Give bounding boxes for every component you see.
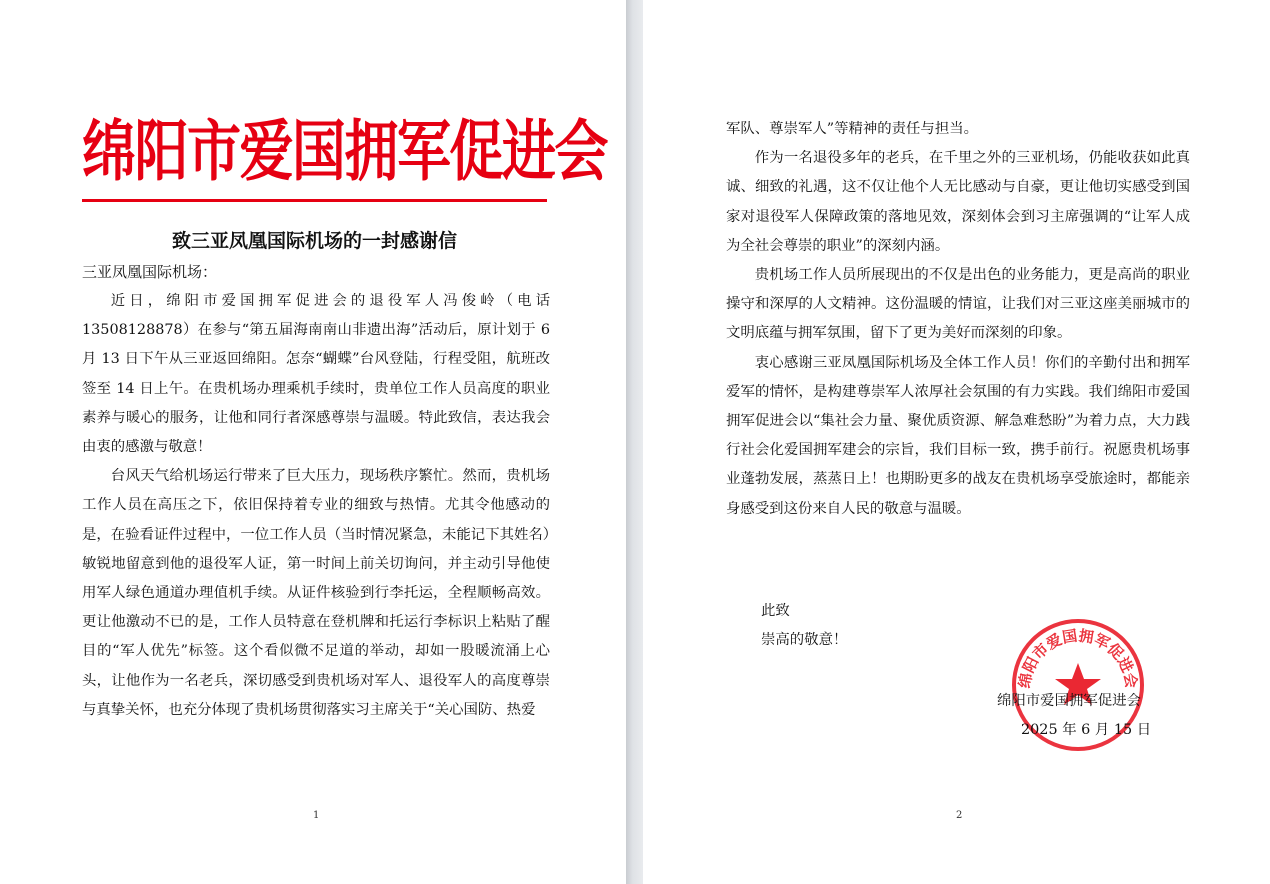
paragraph: 近日，绵阳市爱国拥军促进会的退役军人冯俊岭（电话13508128878）在参与“第五届海南南山非遗出海”活动后，原计划于 6 月 13 日下午从三亚返回绵阳。怎奈“蝴蝶”台风登陆，行程受阻，航班改签至 14 日上午。在贵机场办理乘机手续时，贵单位工作人员高度的职业素养与暖心的服务，让他和同行者深感尊崇与温暖。特此致信，表达我会由衷的感激与敬意！ — [82, 293, 550, 456]
paragraph: 衷心感谢三亚凤凰国际机场及全体工作人员！你们的辛勤付出和拥军爱军的情怀，是构建尊崇军人浓厚社会氛围的有力实践。我们绵阳市爱国拥军促进会以“集社会力量、聚优质资源、解急难愁盼”为着力点，大力践行社会化爱国拥军建会的宗旨，我们目标一致，携手前行。祝愿贵机场事业蓬勃发展，蒸蒸日上！也期盼更多的战友在贵机场享受旅途时，都能亲身感受到这份来自人民的敬意与温暖。 — [726, 354, 1190, 517]
salutation: 三亚凤凰国际机场： — [82, 263, 218, 281]
page-gutter — [626, 0, 643, 884]
letter-date: 2025 年 6 月 15 日 — [1021, 722, 1152, 738]
page-number: 1 — [313, 810, 320, 821]
signature: 绵阳市爱国拥军促进会 — [997, 693, 1141, 709]
closing-line-1: 此致 — [761, 603, 790, 619]
paragraph: 军队、尊崇军人”等精神的责任与担当。 — [726, 121, 978, 137]
document-page-1 — [0, 0, 626, 884]
letterhead-divider — [82, 199, 547, 202]
letterhead: 绵阳市爱国拥军促进会 — [82, 113, 607, 190]
page-number: 2 — [956, 810, 963, 821]
letter-title: 致三亚凤凰国际机场的一封感谢信 — [171, 230, 457, 252]
page1-body — [82, 287, 550, 725]
closing-line-2: 崇高的敬意！ — [761, 632, 848, 648]
seal-text: 绵阳市爱国拥军促进会 — [1015, 626, 1141, 690]
paragraph: 台风天气给机场运行带来了巨大压力，现场秩序繁忙。然而，贵机场工作人员在高压之下，依旧保持着专业的细致与热情。尤其令他感动的是，在验看证件过程中，一位工作人员（当时情况紧急，未能记下其姓名）敏锐地留意到他的退役军人证，第一时间上前关切询问，并主动引导他使用军人绿色通道办理值机手续。从证件核验到行李托运，全程顺畅高效。更让他激动不已的是，工作人员特意在登机牌和托运行李标识上粘贴了醒目的“军人优先”标签。这个看似微不足道的举动，却如一股暖流涌上心头，让他作为一名老兵，深切感受到贵机场对军人、退役军人的高度尊崇与真挚关怀，也充分体现了贵机场贯彻落实习主席关于“关心国防、热爱 — [82, 468, 550, 718]
page2-body — [726, 115, 1190, 524]
paragraph: 作为一名退役多年的老兵，在千里之外的三亚机场，仍能收获如此真诚、细致的礼遇，这不仅让他个人无比感动与自豪，更让他切实感受到国家对退役军人保障政策的落地见效，深刻体会到习主席强调的“让军人成为全社会尊崇的职业”的深刻内涵。 — [726, 150, 1190, 254]
paragraph: 贵机场工作人员所展现出的不仅是出色的业务能力，更是高尚的职业操守和深厚的人文精神。这份温暖的情谊，让我们对三亚这座美丽城市的文明底蕴与拥军氛围，留下了更为美好而深刻的印象。 — [726, 267, 1190, 342]
